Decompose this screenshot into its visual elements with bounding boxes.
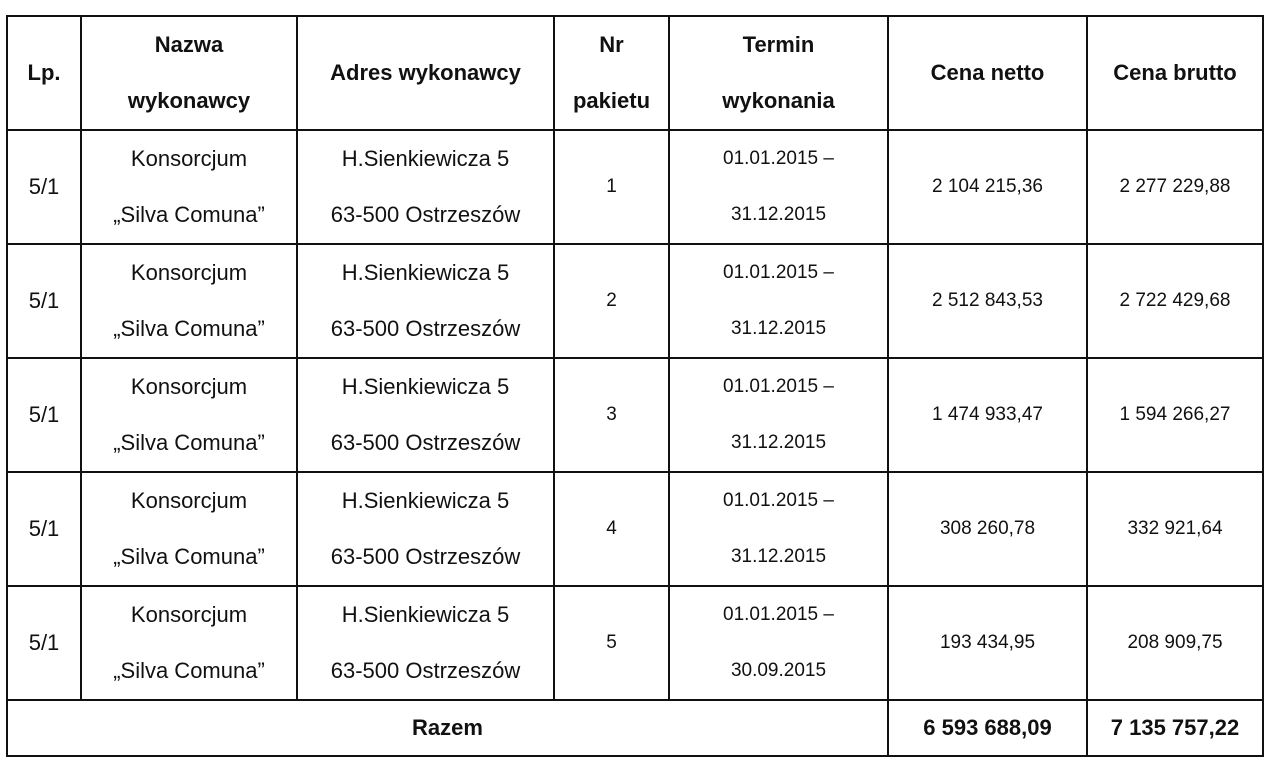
total-label: Razem bbox=[7, 700, 888, 756]
row-name-line1: Konsorcjum bbox=[130, 602, 248, 627]
row-address-line1: H.Sienkiewicza 5 bbox=[341, 260, 510, 285]
row-address-line1: H.Sienkiewicza 5 bbox=[341, 146, 510, 171]
row-address bbox=[297, 244, 554, 358]
header-net-price: Cena netto bbox=[888, 16, 1087, 130]
row-name-line2: „Silva Comuna” bbox=[113, 658, 265, 683]
row-name-line2: „Silva Comuna” bbox=[113, 544, 265, 569]
row-term-line2: 31.12.2015 bbox=[730, 318, 827, 339]
header-name-line2: wykonawcy bbox=[127, 88, 251, 113]
row-address-line2: 63-500 Ostrzeszów bbox=[330, 658, 521, 683]
row-lp: 5/1 bbox=[7, 358, 81, 472]
row-net-price: 1 474 933,47 bbox=[888, 358, 1087, 472]
header-name-line1: Nazwa bbox=[154, 32, 224, 57]
row-name-line1: Konsorcjum bbox=[130, 374, 248, 399]
results-table bbox=[6, 15, 1264, 757]
table-row bbox=[7, 472, 1263, 586]
header-package bbox=[554, 16, 669, 130]
row-term bbox=[669, 586, 888, 700]
row-address-line2: 63-500 Ostrzeszów bbox=[330, 316, 521, 341]
row-term-line2: 31.12.2015 bbox=[730, 204, 827, 225]
row-address-line1: H.Sienkiewicza 5 bbox=[341, 374, 510, 399]
row-name-line2: „Silva Comuna” bbox=[113, 430, 265, 455]
total-net-price: 6 593 688,09 bbox=[888, 700, 1087, 756]
row-address-line1: H.Sienkiewicza 5 bbox=[341, 488, 510, 513]
row-term-line1: 01.01.2015 – bbox=[723, 604, 834, 625]
header-gross-price: Cena brutto bbox=[1087, 16, 1263, 130]
row-address bbox=[297, 130, 554, 244]
row-name-line2: „Silva Comuna” bbox=[113, 202, 265, 227]
header-contractor-name bbox=[81, 16, 297, 130]
row-lp: 5/1 bbox=[7, 130, 81, 244]
row-package: 4 bbox=[554, 472, 669, 586]
row-term bbox=[669, 358, 888, 472]
row-package: 3 bbox=[554, 358, 669, 472]
row-contractor-name bbox=[81, 472, 297, 586]
row-name-line2: „Silva Comuna” bbox=[113, 316, 265, 341]
row-lp: 5/1 bbox=[7, 586, 81, 700]
row-lp: 5/1 bbox=[7, 472, 81, 586]
row-contractor-name bbox=[81, 358, 297, 472]
row-term-line1: 01.01.2015 – bbox=[723, 376, 834, 397]
total-row bbox=[7, 700, 1263, 756]
row-gross-price: 332 921,64 bbox=[1087, 472, 1263, 586]
header-package-line1: Nr bbox=[599, 32, 624, 57]
row-lp: 5/1 bbox=[7, 244, 81, 358]
row-term bbox=[669, 130, 888, 244]
row-address-line2: 63-500 Ostrzeszów bbox=[330, 544, 521, 569]
row-contractor-name bbox=[81, 130, 297, 244]
header-address: Adres wykonawcy bbox=[297, 16, 554, 130]
row-contractor-name bbox=[81, 586, 297, 700]
table-row bbox=[7, 244, 1263, 358]
row-term-line2: 31.12.2015 bbox=[730, 546, 827, 567]
row-term bbox=[669, 472, 888, 586]
table-row bbox=[7, 130, 1263, 244]
row-package: 2 bbox=[554, 244, 669, 358]
table-row bbox=[7, 358, 1263, 472]
row-address bbox=[297, 472, 554, 586]
header-term-line2: wykonania bbox=[722, 88, 835, 113]
row-address-line1: H.Sienkiewicza 5 bbox=[341, 602, 510, 627]
row-name-line1: Konsorcjum bbox=[130, 260, 248, 285]
total-gross-price: 7 135 757,22 bbox=[1087, 700, 1263, 756]
row-name-line1: Konsorcjum bbox=[130, 488, 248, 513]
row-address-line2: 63-500 Ostrzeszów bbox=[330, 430, 521, 455]
row-net-price: 2 512 843,53 bbox=[888, 244, 1087, 358]
row-term bbox=[669, 244, 888, 358]
row-address bbox=[297, 358, 554, 472]
header-package-line2: pakietu bbox=[572, 88, 651, 113]
row-net-price: 193 434,95 bbox=[888, 586, 1087, 700]
header-term-line1: Termin bbox=[742, 32, 815, 57]
table-row bbox=[7, 586, 1263, 700]
row-address bbox=[297, 586, 554, 700]
row-gross-price: 2 722 429,68 bbox=[1087, 244, 1263, 358]
row-package: 5 bbox=[554, 586, 669, 700]
row-contractor-name bbox=[81, 244, 297, 358]
row-address-line2: 63-500 Ostrzeszów bbox=[330, 202, 521, 227]
row-term-line1: 01.01.2015 – bbox=[723, 490, 834, 511]
row-gross-price: 208 909,75 bbox=[1087, 586, 1263, 700]
row-net-price: 308 260,78 bbox=[888, 472, 1087, 586]
header-term bbox=[669, 16, 888, 130]
row-term-line1: 01.01.2015 – bbox=[723, 148, 834, 169]
header-lp: Lp. bbox=[7, 16, 81, 130]
row-package: 1 bbox=[554, 130, 669, 244]
header-row bbox=[7, 16, 1263, 130]
row-term-line2: 30.09.2015 bbox=[730, 660, 827, 681]
row-term-line2: 31.12.2015 bbox=[730, 432, 827, 453]
row-gross-price: 1 594 266,27 bbox=[1087, 358, 1263, 472]
row-name-line1: Konsorcjum bbox=[130, 146, 248, 171]
row-gross-price: 2 277 229,88 bbox=[1087, 130, 1263, 244]
row-net-price: 2 104 215,36 bbox=[888, 130, 1087, 244]
row-term-line1: 01.01.2015 – bbox=[723, 262, 834, 283]
